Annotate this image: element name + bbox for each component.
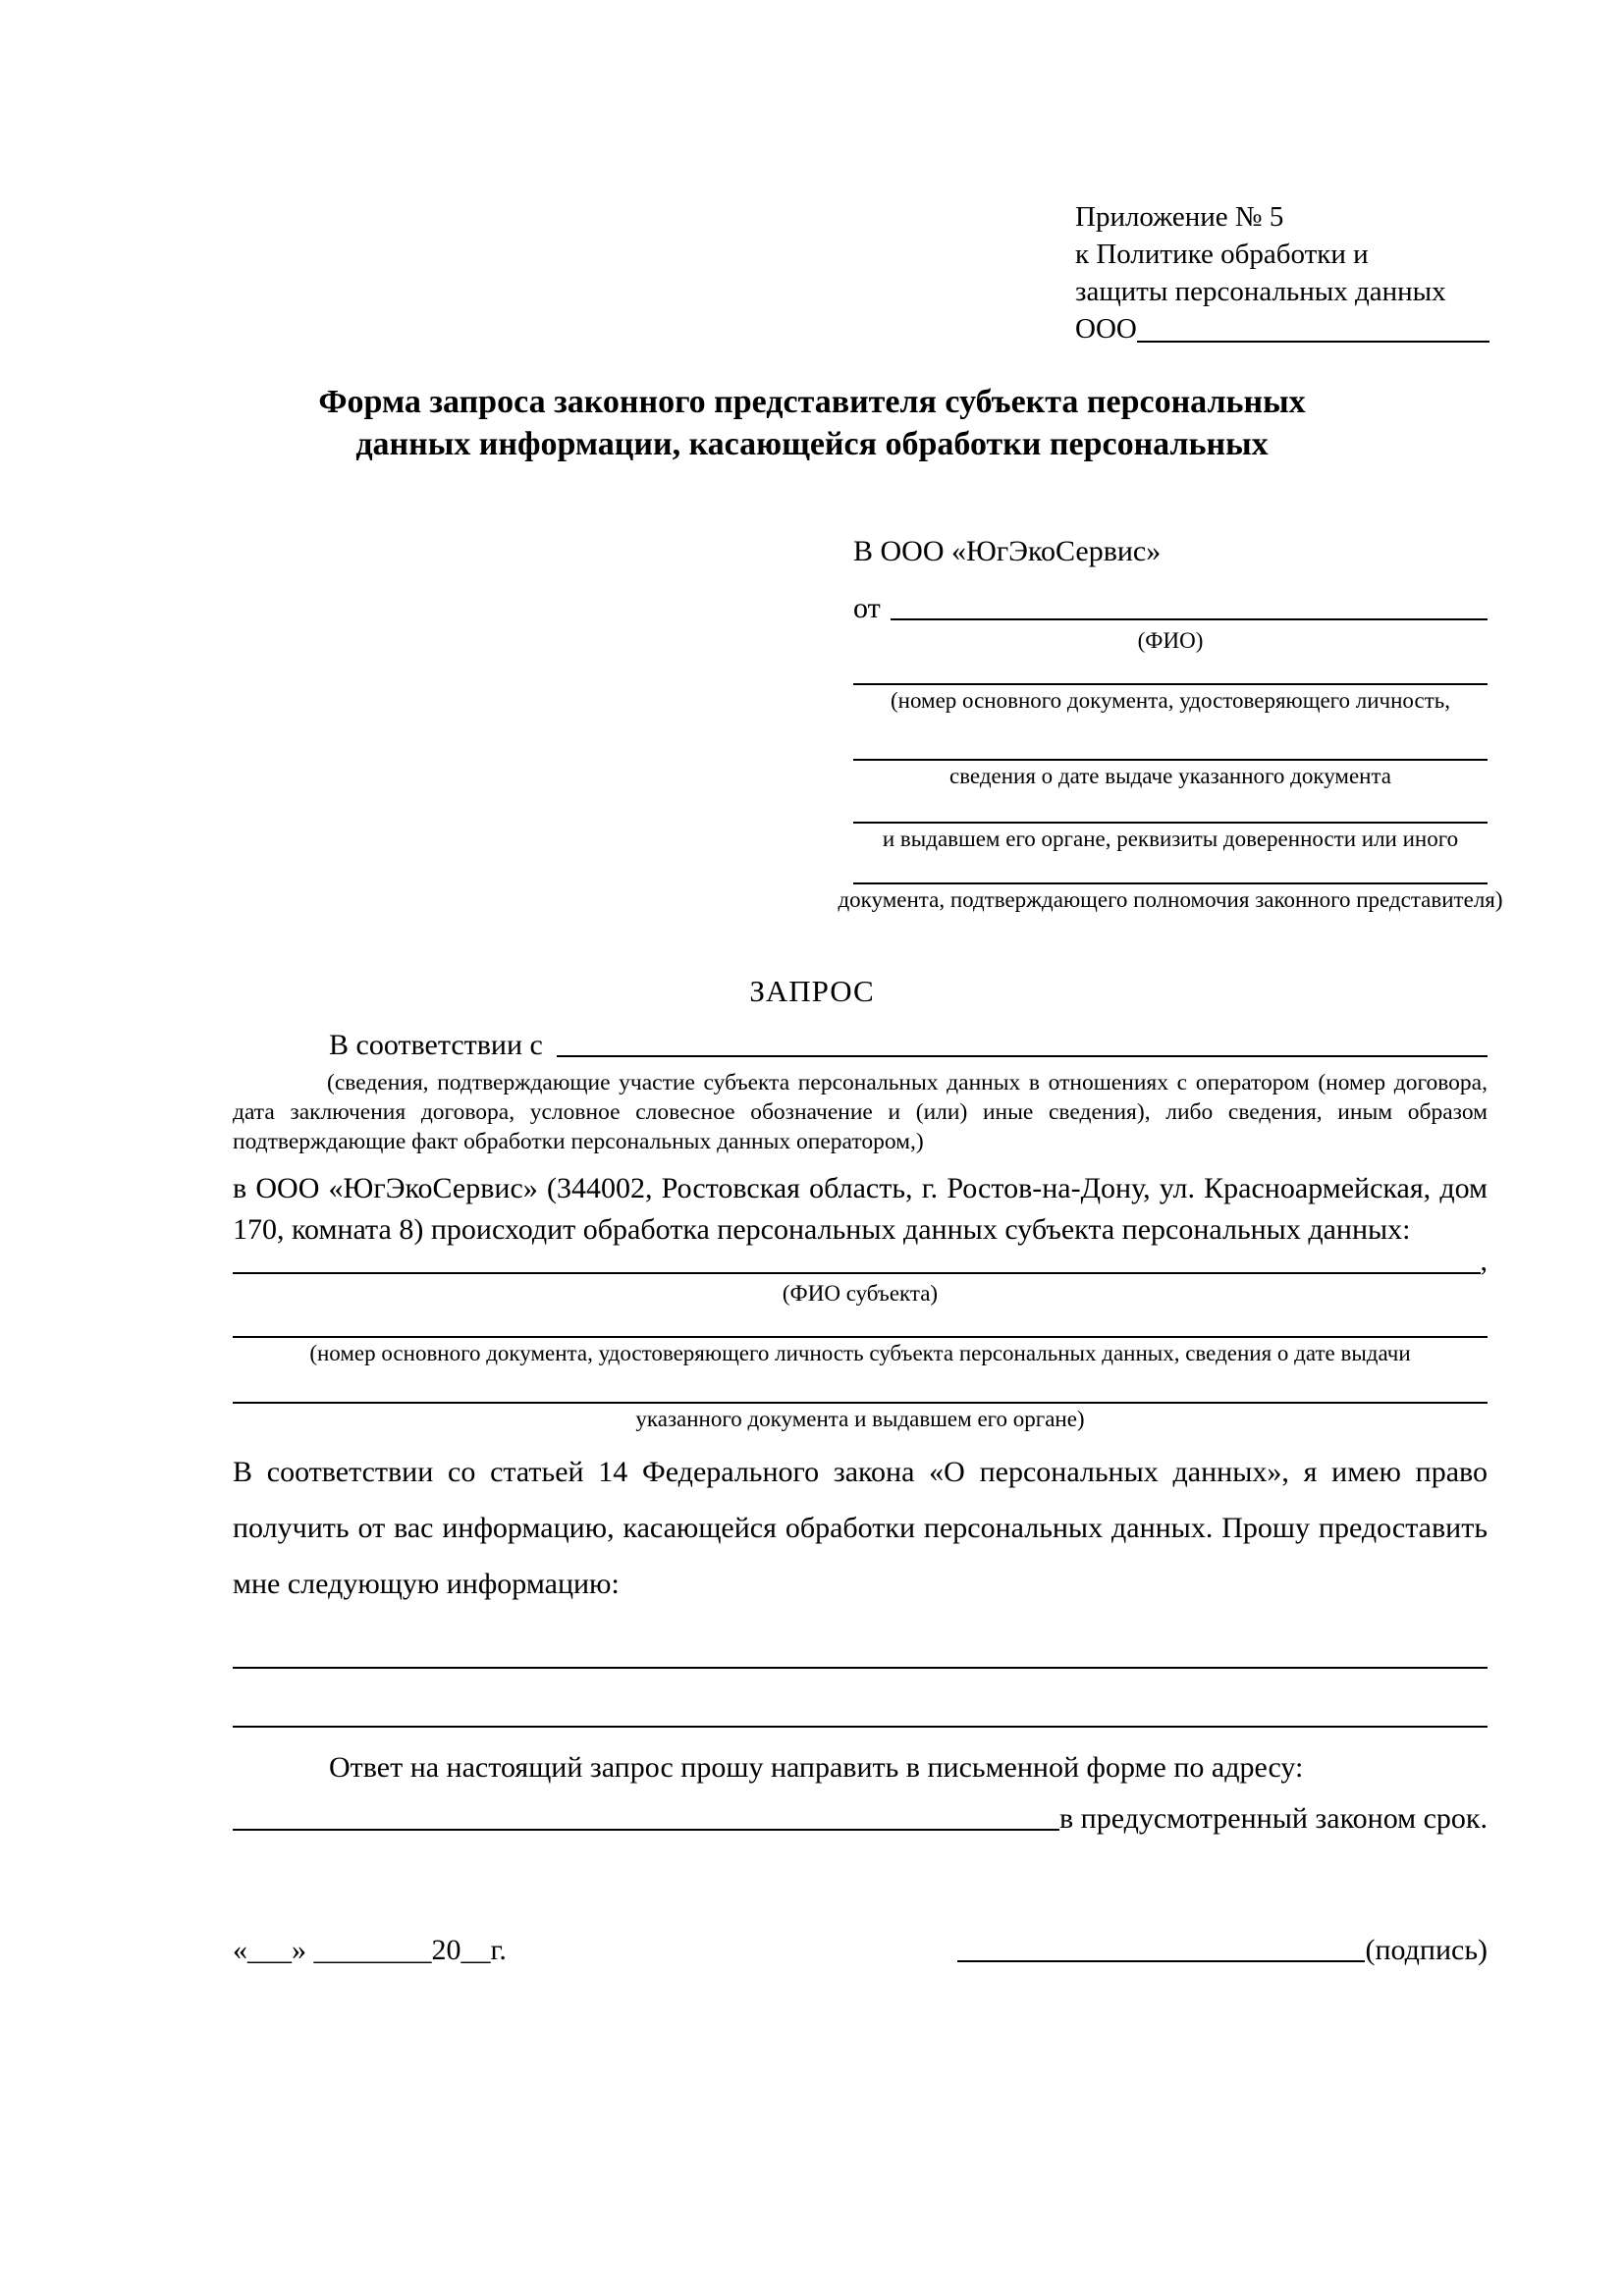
page-title xyxy=(147,381,1477,465)
requested-info-field-2[interactable] xyxy=(233,1726,1488,1728)
subject-fio-field[interactable] xyxy=(233,1272,1481,1274)
requested-info-field-1[interactable] xyxy=(233,1667,1488,1669)
page-title-line-1: Форма запроса законного представителя субъекта персональных xyxy=(318,384,1306,420)
subject-fio-row xyxy=(233,1245,1488,1278)
representative-doc-field-2[interactable] xyxy=(853,759,1488,761)
addressee-to: В ООО «ЮгЭкоСервис» xyxy=(853,535,1162,567)
signature-field[interactable] xyxy=(957,1960,1365,1962)
subject-doc-caption-1: (номер основного документа, удостоверяющего личность субъекта персональных данных, сведения о дате выдачи xyxy=(309,1341,1411,1365)
request-body xyxy=(233,1029,1488,1967)
representative-fio-field[interactable] xyxy=(891,592,1488,620)
representative-doc-caption-4: документа, подтверждающего полномочия законного представителя) xyxy=(838,887,1503,912)
subject-fio-comma: , xyxy=(1480,1245,1488,1277)
representative-doc-caption-2: сведения о дате выдаче указанного документа xyxy=(948,764,1392,788)
appendix-line-1: Приложение № 5 xyxy=(1075,201,1284,233)
company-name-field[interactable] xyxy=(1137,310,1489,343)
subject-doc-caption-2: указанного документа и выдавшем его органе) xyxy=(635,1407,1085,1431)
accordance-row xyxy=(233,1029,1488,1062)
subject-doc-field-2[interactable] xyxy=(233,1402,1488,1404)
representative-doc-caption-1: (номер основного документа, удостоверяющего личность, xyxy=(890,688,1450,713)
date-line[interactable]: «___» ________20__г. xyxy=(233,1934,507,1966)
accordance-field[interactable] xyxy=(557,1029,1488,1057)
signature-caption: (подпись) xyxy=(1365,1934,1488,1966)
operator-paragraph: в ООО «ЮгЭкоСервис» (344002, Ростовская область, г. Ростов-на-Дону, ул. Красноармейская, дом 170, комната 8) происходит обработка персональных данных субъекта персональных данных: xyxy=(233,1172,1488,1246)
appendix-block xyxy=(1075,198,1489,347)
paragraph-indent xyxy=(233,1029,329,1062)
accordance-lead: В соответствии с xyxy=(329,1029,543,1061)
appendix-ooo-row xyxy=(1075,310,1489,347)
representative-doc-field-3[interactable] xyxy=(853,822,1488,824)
answer-address-field[interactable] xyxy=(233,1829,1059,1831)
answer-tail: в предусмотренный законом срок. xyxy=(1059,1802,1488,1835)
footer-row xyxy=(233,1934,1488,1967)
answer-paragraph: Ответ на настоящий запрос прошу направить в письменной форме по адресу: xyxy=(329,1751,1304,1784)
request-heading: ЗАПРОС xyxy=(749,974,875,1008)
addressee-block xyxy=(838,535,1503,913)
subject-doc-field-1[interactable] xyxy=(233,1336,1488,1338)
page-title-line-2: данных информации, касающейся обработки персональных xyxy=(355,426,1269,462)
signature-group xyxy=(957,1934,1488,1967)
law-paragraph: В соответствии со статьей 14 Федерального закона «О персональных данных», я имею право получить от вас информацию, касающейся обработки персональных данных. Прошу предоставить мне следующую информацию: xyxy=(233,1456,1488,1600)
representative-doc-caption-3: и выдавшем его органе, реквизиты доверенности или иного xyxy=(882,827,1459,851)
addressee-from-row xyxy=(853,592,1488,625)
appendix-line-3: защиты персональных данных xyxy=(1075,276,1446,307)
ooo-label: ООО xyxy=(1075,313,1137,345)
accordance-note: (сведения, подтверждающие участие субъекта персональных данных в отношениях с оператором (номер договора, дата заключения договора, условное словесное обозначение и (или) иные сведения), либо сведения, иным образом подтверждающие факт обработки персональных данных оператором,) xyxy=(233,1070,1488,1154)
answer-address-row xyxy=(233,1790,1488,1836)
appendix-line-2: к Политике обработки и xyxy=(1075,239,1369,270)
subject-fio-caption: (ФИО субъекта) xyxy=(782,1281,939,1306)
from-label: от xyxy=(853,592,881,624)
fio-caption: (ФИО) xyxy=(1137,628,1204,653)
representative-doc-field-4[interactable] xyxy=(853,882,1488,884)
representative-doc-field-1[interactable] xyxy=(853,683,1488,685)
